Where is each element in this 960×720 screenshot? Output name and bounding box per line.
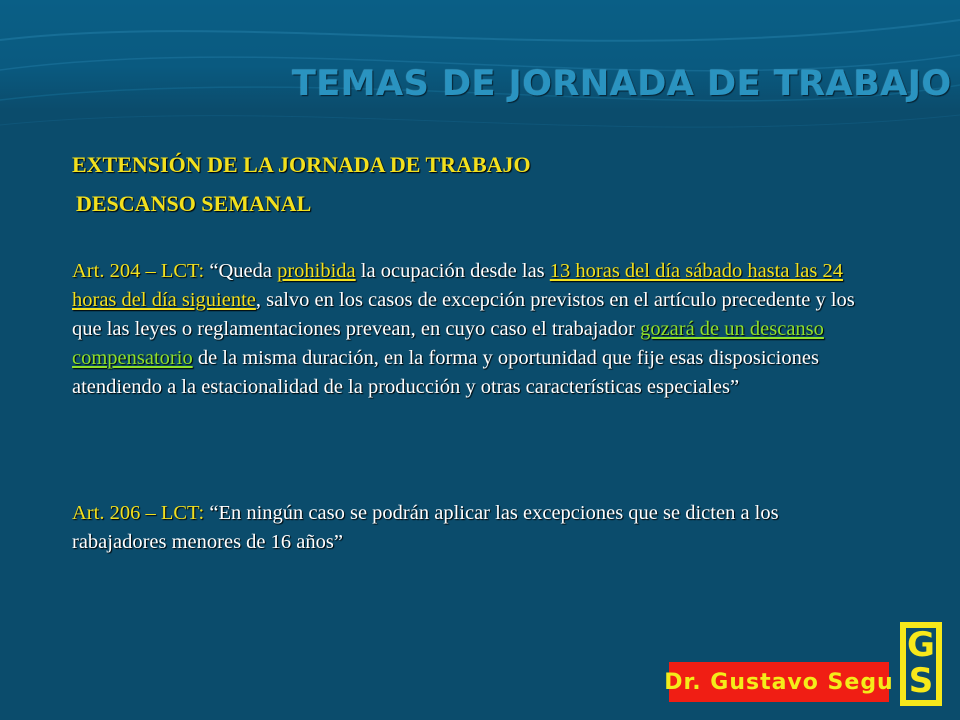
logo-letter-s: S: [908, 661, 934, 701]
author-name: Dr. Gustavo Segu: [664, 669, 894, 695]
heading-weekly-rest: DESCANSO SEMANAL: [76, 191, 312, 216]
article-204-highlight-rest: gozará de un descanso compensatorio: [72, 318, 824, 369]
gs-logo: [900, 622, 942, 706]
article-204-text-3: , salvo en los casos de excepción previstos en el artículo precedente y los que las leyes o reglamentaciones prevean, en cuyo caso el trabajador: [72, 289, 855, 340]
article-206-paragraph: [72, 499, 872, 557]
slide-title: TEMAS DE JORNADA DE TRABAJO: [292, 64, 952, 104]
article-204-text-1: “Queda: [209, 260, 278, 282]
logo-letter-g: G: [907, 625, 935, 665]
article-204-text-4: de la misma duración, en la forma y oportunidad que fije esas disposiciones atendiendo a la estacionalidad de la producción y otras características especiales”: [72, 347, 819, 398]
article-204-label: Art. 204 – LCT:: [72, 260, 210, 282]
article-204-paragraph: [72, 257, 872, 402]
article-204-highlight-hours: 13 horas del día sábado hasta las 24 horas del día siguiente: [72, 260, 843, 311]
article-206-label: Art. 206 – LCT:: [72, 502, 210, 524]
article-206-text: “En ningún caso se podrán aplicar las excepciones que se dicten a los rabajadores menores de 16 años”: [72, 502, 779, 553]
author-badge: [664, 662, 894, 702]
article-204-text-2: la ocupación desde las: [355, 260, 550, 282]
article-204-highlight-prohibida: prohibida: [277, 260, 356, 282]
heading-extension: EXTENSIÓN DE LA JORNADA DE TRABAJO: [72, 152, 531, 177]
